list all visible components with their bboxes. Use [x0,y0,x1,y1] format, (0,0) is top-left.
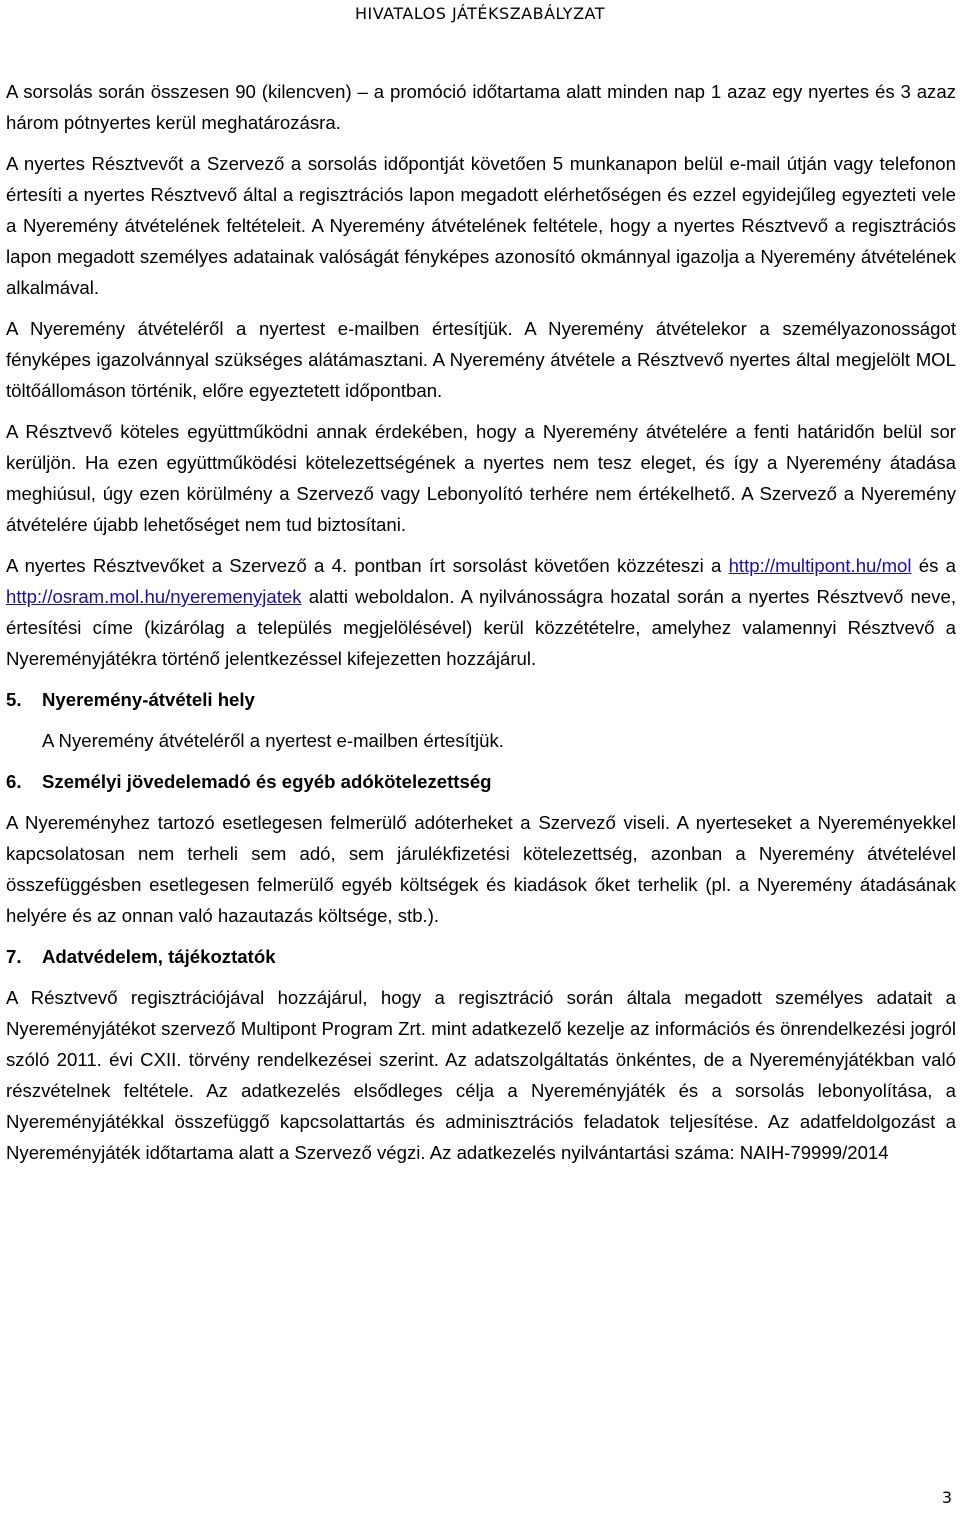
paragraph-drawing-summary: A sorsolás során összesen 90 (kilencven) – a promóció időtartama alatt minden nap 1 azaz egy nyertes és 3 azaz három pótnyertes kerül meghatározásra. [6,81,956,133]
publication-text-mid: és a [911,555,957,576]
section-number: 6. [6,771,22,792]
multipont-link[interactable]: http://multipont.hu/mol [728,555,912,576]
section-heading-7 [6,941,956,972]
section-6-body: A Nyereményhez tartozó esetlegesen felmerülő adóterheket a Szervező viseli. A nyerteseket a Nyereményekkel kapcsolatosan nem terheli sem adó, sem járulékfizetési kötelezettség, azonban a Nyeremény átvételével összefüggésben esetlegesen felmerülő egyéb költségek és kiadások őket terhelik (pl. a Nyeremény átadásának helyére és az onnan való hazautazás költsége, stb.). [6,812,956,926]
section-title: Adatvédelem, tájékoztatók [42,946,276,967]
section-number: 5. [6,689,22,710]
publication-text-end: alatti weboldalon. A nyilvánosságra hozatal során a nyertes Résztvevő neve, értesítési címe (kizárólag a település megjelölésével) kerül közzétételre, amelyhez valamennyi Résztvevő a Nyereményjátékra történő jelentkezéssel kifejezetten hozzájárul. [6,586,956,669]
paragraph-prize-pickup: A Nyeremény átvételéről a nyertest e-mailben értesítjük. A Nyeremény átvételekor a személyazonosságot fényképes igazolvánnyal szükséges alátámasztani. A Nyeremény átvétele a Résztvevő nyertes által megjelölt MOL töltőállomáson történik, előre egyeztetett időpontban. [6,318,956,401]
paragraph-publication [6,550,956,674]
section-5-body: A Nyeremény átvételéről a nyertest e-mailben értesítjük. [42,730,504,751]
document-header: HIVATALOS JÁTÉKSZABÁLYZAT [354,4,606,23]
publication-text-start: A nyertes Résztvevőket a Szervező a 4. pontban írt sorsolást követően közzéteszi a [6,555,729,576]
section-number: 7. [6,946,22,967]
document-body [6,76,956,1178]
section-title: Személyi jövedelemadó és egyéb adókötelezettség [42,771,492,792]
section-heading-6 [6,766,956,797]
section-title: Nyeremény-átvételi hely [42,689,255,710]
section-heading-5 [6,684,956,715]
page-number: 3 [941,1488,952,1507]
paragraph-cooperation: A Résztvevő köteles együttműködni annak érdekében, hogy a Nyeremény átvételére a fenti határidőn belül sor kerüljön. Ha ezen együttműködési kötelezettségének a nyertes nem tesz eleget, és így a Nyeremény átadása meghiúsul, úgy ezen körülmény a Szervező vagy Lebonyolító terhére nem értékelhető. A Szervező a Nyeremény átvételére újabb lehetőséget nem tud biztosítani. [6,421,956,535]
paragraph-winner-notification: A nyertes Résztvevőt a Szervező a sorsolás időpontját követően 5 munkanapon belül e-mail útján vagy telefonon értesíti a nyertes Résztvevő által a regisztrációs lapon megadott elérhetőségen és ezzel egyidejűleg egyezteti vele a Nyeremény átvételének feltételeit. A Nyeremény átvételének feltétele, hogy a nyertes Résztvevő a regisztrációs lapon megadott személyes adatainak valóságát fényképes azonosító okmánnyal igazolja a Nyeremény átvételének alkalmával. [6,153,956,298]
section-7-body: A Résztvevő regisztrációjával hozzájárul, hogy a regisztráció során általa megadott személyes adatait a Nyereményjátékot szervező Multipont Program Zrt. mint adatkezelő kezelje az információs és önrendelkezési jogról szóló 2011. évi CXII. törvény rendelkezései szerint. Az adatszolgáltatás önkéntes, de a Nyereményjátékban való részvételnek feltétele. Az adatkezelés elsődleges célja a Nyereményjáték és a sorsolás lebonyolítása, a Nyereményjátékkal összefüggő kapcsolattartás és adminisztrációs feladatok teljesítése. Az adatfeldolgozást a Nyereményjáték időtartama alatt a Szervező végzi. Az adatkezelés nyilvántartási száma: NAIH-79999/2014 [6,987,956,1163]
osram-mol-link[interactable]: http://osram.mol.hu/nyeremenyjatek [6,586,302,607]
